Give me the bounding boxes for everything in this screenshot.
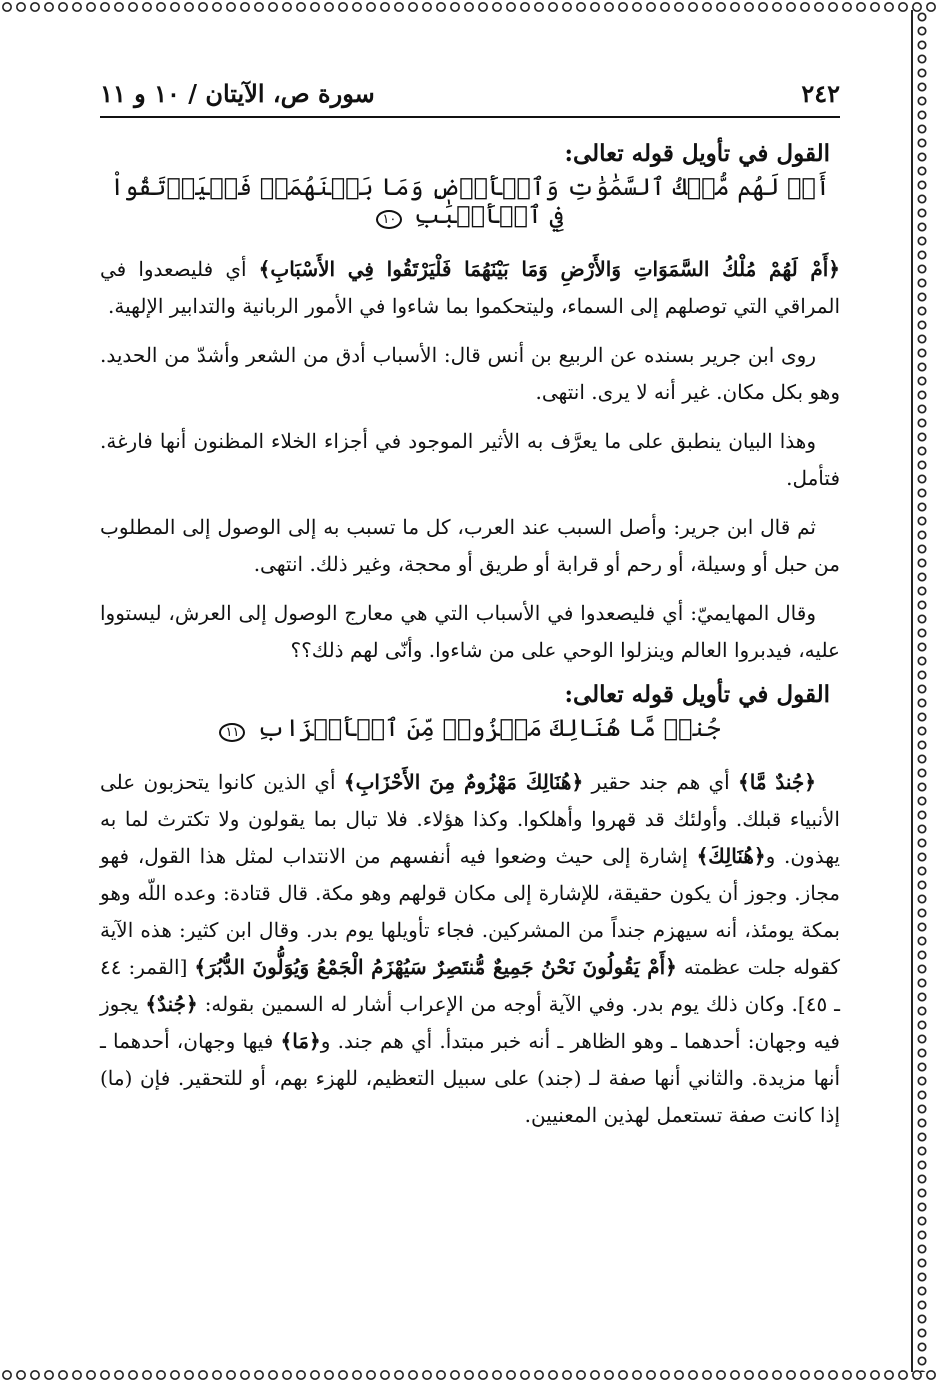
quoted-verse: ﴿أَمْ لَهُمْ مُلْكُ السَّمَوَاتِ وَالأَرْضِ وَمَا بَيْنَهُمَا فَلْيَرْتَقُوا فِي الأَسْبَابِ﴾ (258, 257, 841, 281)
paragraph-text: يجوز فيه وجهان: أحدهما ـ وهو الظاهر ـ أنه خبر مبتدأ. أي هم جند. و (100, 992, 840, 1053)
paragraph-text: إشارة إلى حيث وضعوا فيه أنفسهم من الانتداب لمثل هذا القول، فهو مجاز. وجوز أن يكون حقيقة، للإشارة إلى مكان قولهم وهو مكة. قال قتادة: وعده اللّه وهو بمكة يومئذ، أنه سيهزم جنداً من المشركين. فجاء تأويلها يوم بدر. وقال ابن كثير: هذه الآية كقوله جلت عظمته (100, 844, 840, 979)
page-header (100, 70, 840, 116)
paragraph-text: أي هم جند حقير (583, 770, 738, 794)
quran-verse-11 (100, 714, 840, 742)
quoted-verse: ﴿جُندٌ﴾ (145, 992, 198, 1016)
paragraph-text: أي الذين كانوا يتحزبون على الأنبياء قبلك. وأولئك قد قهروا وأهلكوا. وكذا هؤلاء. فلا تبال بما يقولون ولا تكترث لما به يهذون. و (100, 770, 840, 868)
paragraph-5: وقال المهايميّ: أي فليصعدوا في الأسباب التي هي معارج الوصول إلى العرش، ليستووا عليه، فيدبروا العالم وينزلوا الوحي على من شاءوا. وأنّى لهم ذلك؟؟ (100, 601, 840, 662)
paragraph-2: روى ابن جرير بسنده عن الربيع بن أنس قال: الأسباب أدق من الشعر وأشدّ من الحديد. وهو بكل مكان. غير أنه لا يرى. انتهى. (100, 343, 840, 404)
header-rule (100, 116, 840, 118)
paragraph-3: وهذا البيان ينطبق على ما يعرَّف به الأثير الموجود في أجزاء الخلاء المظنون أنها فارغة. فتأمل. (100, 429, 840, 490)
ayah-number-marker: ١٠ (376, 210, 402, 229)
border-line-right (911, 10, 913, 1372)
section-heading-1: القول في تأويل قوله تعالى: (564, 140, 830, 167)
ornamental-border-right (915, 10, 929, 1372)
quoted-verse: ﴿جُندٌ مَّا﴾ (738, 770, 816, 794)
quoted-verse: ﴿هُنَالِكَ مَهْزُومٌ مِنَ الأَحْزَابِ﴾ (343, 770, 584, 794)
paragraph-4: ثم قال ابن جرير: وأصل السبب عند العرب، كل ما تسبب به إلى الوصول إلى المطلوب من حبل أو وسيلة، أو رحم أو قرابة أو طريق أو محجة، وغير ذلك. انتهى. (100, 515, 840, 576)
quoted-verse: ﴿مَا﴾ (280, 1029, 321, 1053)
verse-text: جُندٞ مَّا هُنَالِكَ مَهۡزُومٞ مِّنَ ٱلۡأَحۡزَابِ (257, 714, 721, 742)
quran-verse-10 (100, 173, 840, 229)
page-number: ٢٤٢ (801, 78, 840, 108)
quoted-verse: ﴿هُنَالِكَ﴾ (696, 844, 766, 868)
paragraph-text: [القمر: ٤٤ ـ ٤٥]. وكان ذلك يوم بدر. وفي الآية أوجه من الإعراب أشار له السمين بقوله: (100, 955, 840, 1016)
ornamental-border-bottom (0, 1368, 939, 1382)
page-content (100, 140, 840, 1146)
paragraph-6 (100, 764, 840, 1134)
ayah-number-marker: ١١ (219, 723, 245, 742)
paragraph-text: أي فليصعدوا في المراقي التي توصلهم إلى السماء، وليتحكموا بما شاءوا في الأمور الربانية والتدابير الإلهية. (100, 257, 840, 318)
section-heading-2: القول في تأويل قوله تعالى: (564, 681, 830, 708)
verse-text: أَمۡ لَهُم مُّلۡكُ ٱلسَّمَٰوَٰتِ وَٱلۡأَرۡضِ وَمَا بَيۡنَهُمَاۖ فَلۡيَرۡتَقُواْ فِي ٱلۡأَسۡبَٰبِ (110, 173, 830, 229)
ornamental-border-top (0, 0, 939, 14)
book-page (100, 60, 840, 1320)
paragraph-1 (100, 251, 840, 325)
quoted-verse: ﴿أَمْ يَقُولُونَ نَحْنُ جَمِيعٌ مُّنتَصِرٌ سَيُهْزَمُ الْجَمْعُ وَيُوَلُّونَ الدُّبُرَ﴾ (194, 955, 677, 979)
paragraph-text: فيها وجهان، أحدهما ـ أنها مزيدة. والثاني أنها صفة لـ (جند) على سبيل التعظيم، للهزء بهم، أو للتحقير. فإن (ما) إذا كانت صفة تستعمل لهذين المعنيين. (100, 1029, 840, 1127)
surah-title: سورة ص، الآيتان / ١٠ و ١١ (100, 78, 375, 108)
